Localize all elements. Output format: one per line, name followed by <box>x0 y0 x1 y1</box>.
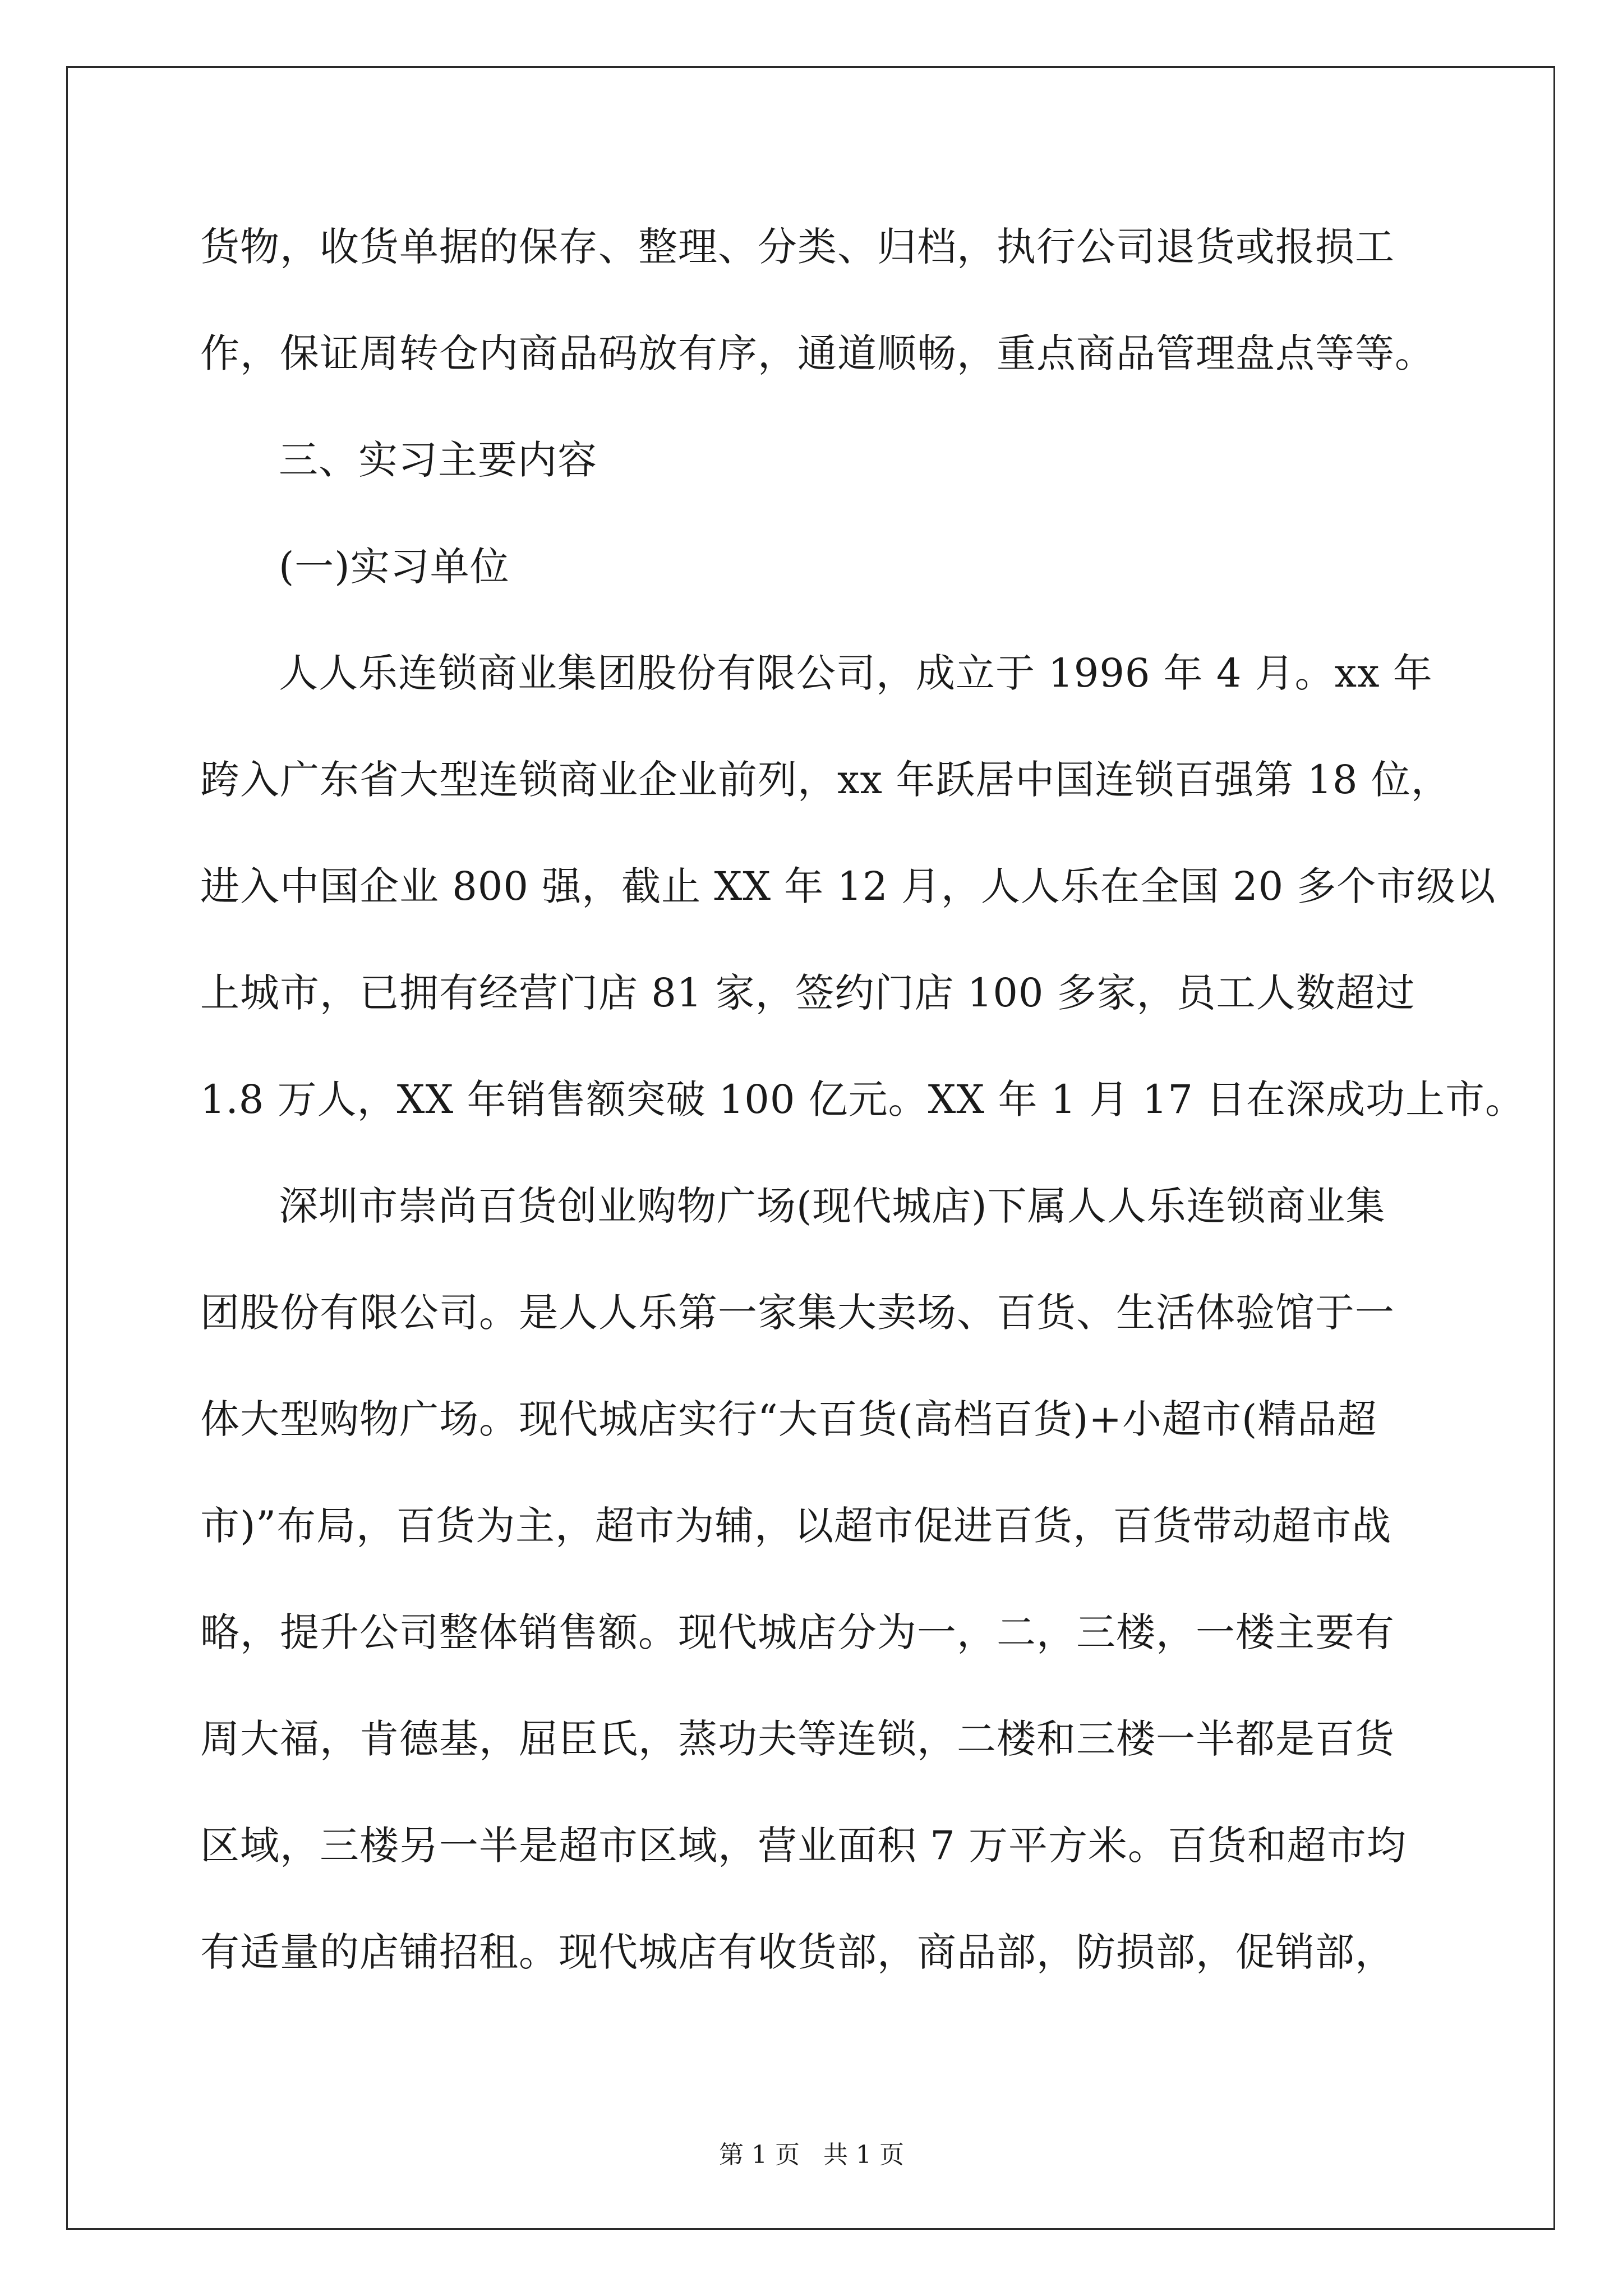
subsection-heading: (一)实习单位 <box>279 544 510 590</box>
paragraph-line: 1.8 万人，XX 年销售额突破 100 亿元。XX 年 1 月 17 日在深成功上市。 <box>200 1076 1525 1122</box>
paragraph-line: 区域，三楼另一半是超市区域，营业面积 7 万平方米。百货和超市均 <box>200 1823 1407 1869</box>
section-heading: 三、实习主要内容 <box>279 437 597 483</box>
paragraph-line: 略，提升公司整体销售额。现代城店分为一，二，三楼，一楼主要有 <box>200 1609 1395 1655</box>
paragraph-line: 有适量的店铺招租。现代城店有收货部，商品部，防损部，促销部， <box>200 1929 1395 1975</box>
paragraph-line: 体大型购物广场。现代城店实行“大百货(高档百货)+小超市(精品超 <box>200 1396 1377 1442</box>
document-body <box>200 216 1525 2028</box>
paragraph-line: 进入中国企业 800 强，截止 XX 年 12 月，人人乐在全国 20 多个市级以 <box>200 863 1496 909</box>
paragraph-line: 团股份有限公司。是人人乐第一家集大卖场、百货、生活体验馆于一 <box>200 1290 1395 1336</box>
paragraph-line: 深圳市崇尚百货创业购物广场(现代城店)下属人人乐连锁商业集 <box>279 1183 1386 1229</box>
paragraph-line: 货物，收货单据的保存、整理、分类、归档，执行公司退货或报损工 <box>200 224 1395 270</box>
paragraph-line: 上城市，已拥有经营门店 81 家，签约门店 100 多家，员工人数超过 <box>200 970 1415 1016</box>
paragraph-line: 人人乐连锁商业集团股份有限公司，成立于 1996 年 4 月。xx 年 <box>279 650 1433 696</box>
paragraph-line: 市)”布局，百货为主，超市为辅，以超市促进百货，百货带动超市战 <box>200 1503 1392 1549</box>
paragraph-line: 作，保证周转仓内商品码放有序，通道顺畅，重点商品管理盘点等等。 <box>200 330 1435 376</box>
paragraph-line: 周大福，肯德基，屈臣氏，蒸功夫等连锁，二楼和三楼一半都是百货 <box>200 1716 1395 1762</box>
page-number-footer: 第 1 页 共 1 页 <box>719 2141 904 2169</box>
paragraph-line: 跨入广东省大型连锁商业企业前列，xx 年跃居中国连锁百强第 18 位， <box>200 757 1451 803</box>
